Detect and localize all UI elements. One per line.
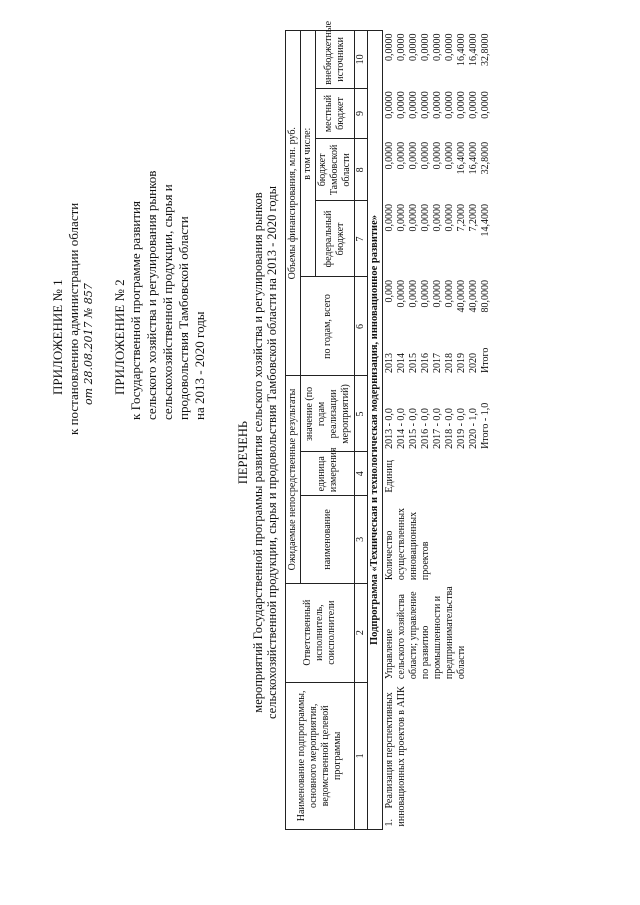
value-by-year: Итого - 1,0 xyxy=(480,402,491,449)
local-value: 0,0000 xyxy=(456,91,467,119)
extrabudget-value: 0,0000 xyxy=(432,33,443,61)
total-value: 80,0000 xyxy=(480,279,491,313)
indicator-values xyxy=(383,376,494,452)
regional-value: 0,0000 xyxy=(420,141,431,170)
extrabudget-value: 0,0000 xyxy=(396,33,407,61)
column-number: 4 xyxy=(355,452,368,496)
measure-name: Реализация перспективных инновационных проектов в АПК xyxy=(384,686,407,827)
indicator-unit: Единиц xyxy=(384,460,395,493)
appendix-1-title: ПРИЛОЖЕНИЕ № 1 xyxy=(50,279,65,395)
value-by-year: 2016 - 0,0 xyxy=(420,408,431,449)
local-value: 0,0000 xyxy=(408,91,419,119)
regional-value: 0,0000 xyxy=(432,141,443,170)
column-number-row xyxy=(355,31,368,830)
value-by-year: 2020 - 1,0 xyxy=(468,408,479,449)
header-results: Ожидаемые непосредственные результаты xyxy=(286,376,301,583)
regional-values xyxy=(383,139,494,201)
year-label: 2014 xyxy=(396,352,407,373)
header-regional: бюджет Тамбовской области xyxy=(316,139,355,201)
year-label: 2013 xyxy=(384,352,395,373)
extrabudget-value: 32,8000 xyxy=(480,33,491,66)
value-by-year: 2017 - 0,0 xyxy=(432,408,443,449)
regional-value: 0,0000 xyxy=(396,141,407,170)
header-col2: Ответственный исполнитель, соисполнители xyxy=(286,583,355,682)
header-res-name: наименование xyxy=(301,496,355,583)
value-by-year: 2015 - 0,0 xyxy=(408,408,419,449)
local-value: 0,0000 xyxy=(384,91,395,119)
column-number: 6 xyxy=(355,277,368,376)
header-res-unit: единица измерения xyxy=(301,452,355,496)
header-financing: Объемы финансирования, млн. руб. xyxy=(286,31,301,376)
subprogram-title: Подпрограмма «Техническая и технологическая модернизация, инновационное развитие» xyxy=(368,31,383,830)
appendix-2-line: сельскохозяйственной продукции, сырья и xyxy=(160,184,175,420)
regional-value: 0,0000 xyxy=(384,141,395,170)
regional-value: 16,4000 xyxy=(456,141,467,175)
total-value: 0,0000 xyxy=(444,279,455,308)
local-value: 0,0000 xyxy=(396,91,407,119)
local-value: 0,0000 xyxy=(444,91,455,119)
column-number: 10 xyxy=(355,31,368,89)
column-number: 3 xyxy=(355,496,368,583)
total-value: 40,0000 xyxy=(456,279,467,313)
year-label: 2020 xyxy=(468,352,479,373)
header-local: местный бюджет xyxy=(316,88,355,139)
value-by-year: 2014 - 0,0 xyxy=(396,408,407,449)
total-value: 0,0000 xyxy=(432,279,443,308)
federal-value: 0,0000 xyxy=(384,203,395,232)
federal-value: 0,0000 xyxy=(444,203,455,232)
appendix-2-line: к Государственной программе развития xyxy=(128,201,143,420)
year-label: 2018 xyxy=(444,352,455,373)
extrabudget-value: 0,0000 xyxy=(408,33,419,61)
extrabudget-value: 0,0000 xyxy=(420,33,431,61)
local-value: 0,0000 xyxy=(432,91,443,119)
handwritten-date-number: от 28.08.2017 № 857 xyxy=(82,283,95,405)
local-value: 0,0000 xyxy=(468,91,479,119)
header-federal: федеральный бюджет xyxy=(316,201,355,277)
federal-value: 14,4000 xyxy=(480,203,491,237)
regional-value: 16,4000 xyxy=(468,141,479,175)
year-label: 2017 xyxy=(432,352,443,373)
header-extrabudget: внебюджетные источники xyxy=(316,31,355,89)
appendix-2-line: сельского хозяйства и регулирования рынков xyxy=(144,170,159,420)
measures-table xyxy=(285,20,493,830)
appendix-2-line: на 2013 - 2020 годы xyxy=(192,311,207,420)
row-number: 1. xyxy=(384,819,395,827)
header-res-value: значение (по годам реализации мероприятий) xyxy=(301,376,355,452)
value-by-year: 2019 - 0,0 xyxy=(456,408,467,449)
column-number: 1 xyxy=(355,682,368,829)
executor: Управление сельского хозяйства области; управление по развитию промышленности и предпринимательства области xyxy=(384,586,467,680)
federal-value: 0,0000 xyxy=(420,203,431,232)
federal-value: 7,2000 xyxy=(456,203,467,232)
extrabudget-values xyxy=(383,31,494,89)
federal-values xyxy=(383,201,494,277)
document-title-line: мероприятий Государственной программы развития сельского хозяйства и регулирования рынков xyxy=(251,192,265,713)
header-col1: Наименование подпрограммы, основного мероприятия, ведомственной целевой программы xyxy=(286,682,355,829)
column-number: 9 xyxy=(355,88,368,139)
header-fin-total: по годам, всего xyxy=(301,277,355,376)
column-number: 5 xyxy=(355,376,368,452)
total-value: 0,0000 xyxy=(396,279,407,308)
regional-value: 0,0000 xyxy=(408,141,419,170)
federal-value: 0,0000 xyxy=(408,203,419,232)
indicator-name: Количество осуществленных инновационных проектов xyxy=(384,507,431,581)
year-label: 2016 xyxy=(420,352,431,373)
document-heading: ПЕРЕЧЕНЬ xyxy=(236,420,250,485)
value-by-year: 2018 - 0,0 xyxy=(444,408,455,449)
document-title-line: сельскохозяйственной продукции, сырья и продовольствия Тамбовской области на 2013 - 2020 годы xyxy=(265,185,279,720)
appendix-1-line: к постановлению администрации области xyxy=(66,202,81,435)
local-value: 0,0000 xyxy=(480,91,491,119)
column-number: 8 xyxy=(355,139,368,201)
table-header-row xyxy=(286,31,301,830)
total-value: 0,0000 xyxy=(420,279,431,308)
appendix-2-line: продовольствия Тамбовской области xyxy=(176,216,191,420)
extrabudget-value: 0,0000 xyxy=(384,33,395,61)
table-row xyxy=(383,31,494,830)
federal-value: 0,0000 xyxy=(396,203,407,232)
column-number: 7 xyxy=(355,201,368,277)
total-value: 40,0000 xyxy=(468,279,479,313)
extrabudget-value: 0,0000 xyxy=(444,33,455,61)
value-by-year: 2013 - 0,0 xyxy=(384,408,395,449)
total-value: 0,0000 xyxy=(408,279,419,308)
total-values xyxy=(384,280,492,313)
header-including: в том числе: xyxy=(301,31,316,277)
local-values xyxy=(383,88,494,139)
column-number: 2 xyxy=(355,583,368,682)
year-label: Итого xyxy=(480,347,491,373)
total-value: 0,000 xyxy=(384,279,395,303)
federal-value: 0,0000 xyxy=(432,203,443,232)
federal-value: 7,2000 xyxy=(468,203,479,232)
extrabudget-value: 16,4000 xyxy=(456,33,467,66)
regional-value: 32,8000 xyxy=(480,141,491,175)
subprogram-row xyxy=(368,31,383,830)
year-label: 2019 xyxy=(456,352,467,373)
year-labels xyxy=(384,348,492,373)
extrabudget-value: 16,4000 xyxy=(468,33,479,66)
local-value: 0,0000 xyxy=(420,91,431,119)
appendix-2-title: ПРИЛОЖЕНИЕ № 2 xyxy=(112,279,127,395)
year-label: 2015 xyxy=(408,352,419,373)
financing-total-cell xyxy=(383,277,494,376)
regional-value: 0,0000 xyxy=(444,141,455,170)
measure-name-cell xyxy=(383,682,494,829)
